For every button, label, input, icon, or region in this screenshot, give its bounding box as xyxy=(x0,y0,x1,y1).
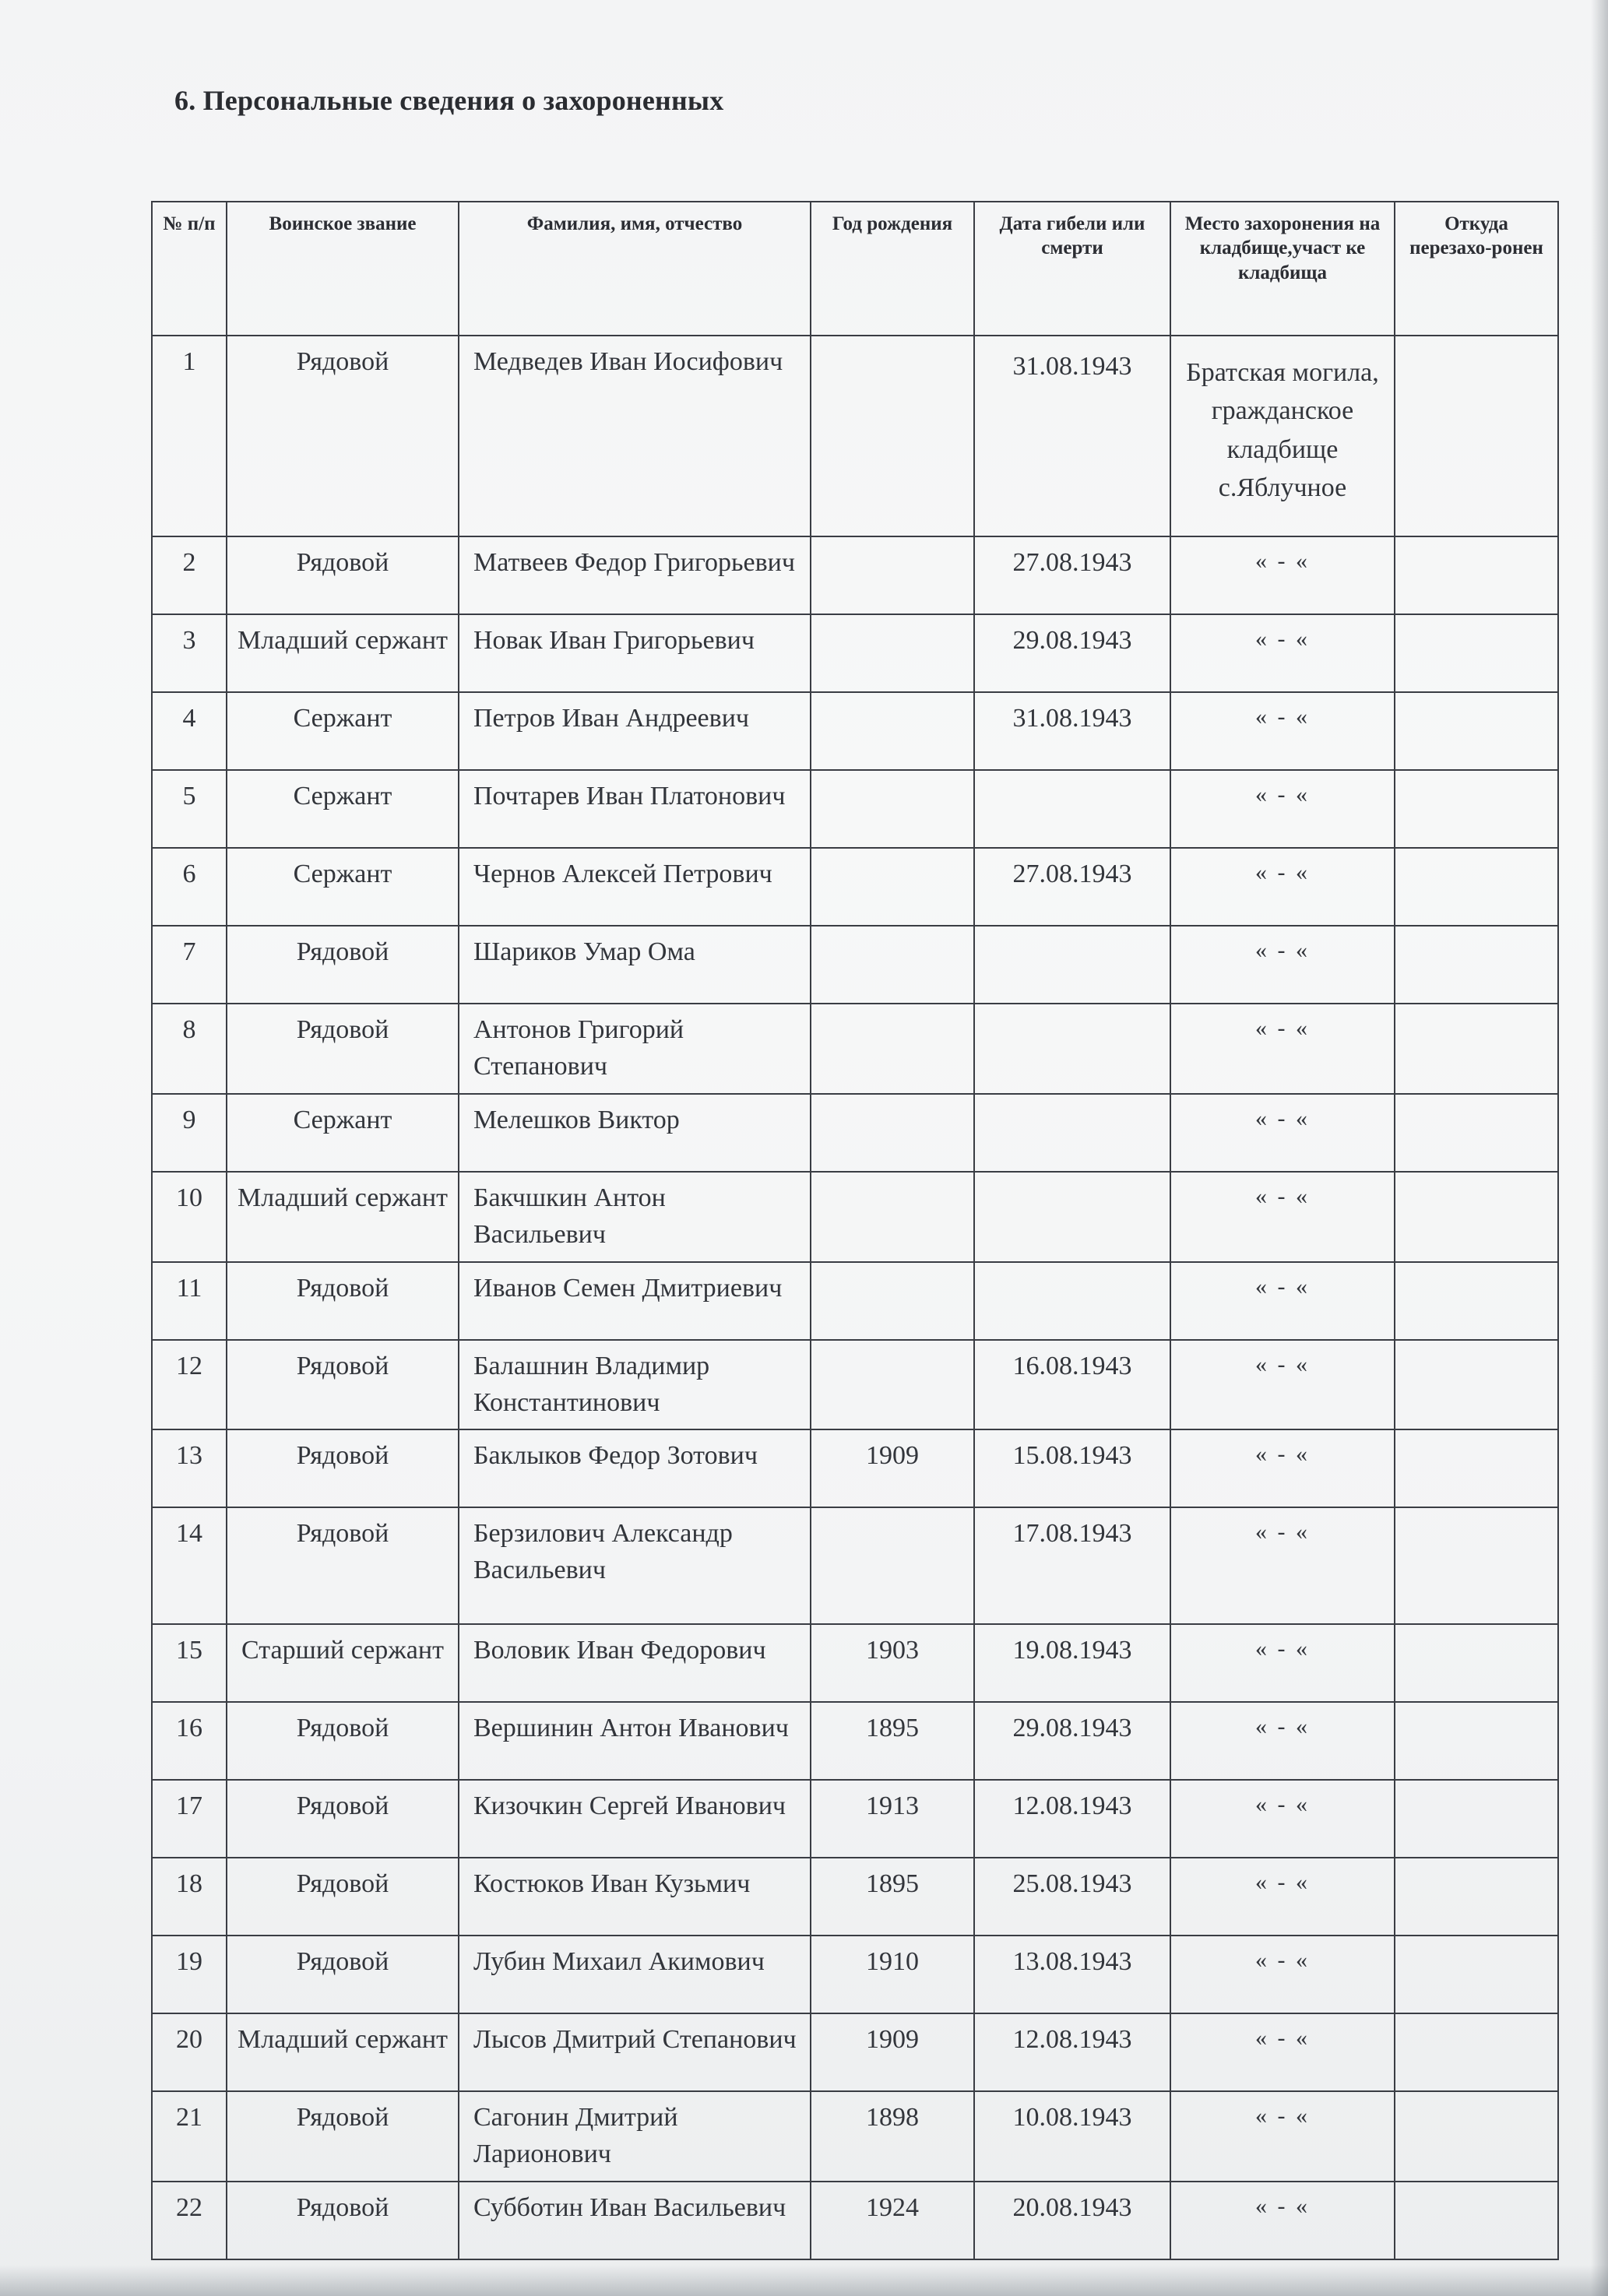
row-birth-year xyxy=(811,1172,974,1262)
row-reburied-from xyxy=(1395,1429,1558,1507)
table-row xyxy=(152,336,1558,536)
row-number: 2 xyxy=(152,536,227,614)
row-name: Лубин Михаил Акимович xyxy=(459,1936,811,2013)
row-rank: Рядовой xyxy=(227,1429,459,1507)
row-death-date: 25.08.1943 xyxy=(974,1858,1170,1936)
row-burial-place: « - « xyxy=(1170,1172,1395,1262)
burials-table-wrapper xyxy=(151,201,1557,2260)
table-row xyxy=(152,1624,1558,1702)
row-death-date: 20.08.1943 xyxy=(974,2182,1170,2259)
row-name: Почтарев Иван Платонович xyxy=(459,770,811,848)
row-birth-year xyxy=(811,1094,974,1172)
row-birth-year xyxy=(811,692,974,770)
row-name: Баклыков Федор Зотович xyxy=(459,1429,811,1507)
row-death-date xyxy=(974,1004,1170,1094)
header-birth-year: Год рождения xyxy=(811,202,974,336)
row-reburied-from xyxy=(1395,1507,1558,1624)
row-rank: Рядовой xyxy=(227,1004,459,1094)
row-death-date xyxy=(974,336,1170,536)
row-reburied-from xyxy=(1395,1262,1558,1340)
row-number: 7 xyxy=(152,926,227,1004)
row-number: 21 xyxy=(152,2091,227,2182)
row-rank: Младший сержант xyxy=(227,1172,459,1262)
row-burial-place: « - « xyxy=(1170,692,1395,770)
row-name: Лысов Дмитрий Степанович xyxy=(459,2013,811,2091)
row-number: 18 xyxy=(152,1858,227,1936)
row-name: Балашнин Владимир Константинович xyxy=(459,1340,811,1430)
row-reburied-from xyxy=(1395,1340,1558,1430)
row-name: Матвеев Федор Григорьевич xyxy=(459,536,811,614)
page-edge-shadow-bottom xyxy=(0,2265,1608,2296)
row-birth-year xyxy=(811,1507,974,1624)
row-number: 11 xyxy=(152,1262,227,1340)
row-death-date: 27.08.1943 xyxy=(974,536,1170,614)
row-number: 12 xyxy=(152,1340,227,1430)
table-row xyxy=(152,614,1558,692)
row-burial-place: « - « xyxy=(1170,2182,1395,2259)
row-death-date: 15.08.1943 xyxy=(974,1429,1170,1507)
row-birth-year xyxy=(811,770,974,848)
row-death-date xyxy=(974,770,1170,848)
table-row xyxy=(152,926,1558,1004)
row-reburied-from xyxy=(1395,1624,1558,1702)
row-number: 19 xyxy=(152,1936,227,2013)
row-reburied-from xyxy=(1395,1936,1558,2013)
row-birth-year xyxy=(811,1004,974,1094)
row-burial-place: « - « xyxy=(1170,2091,1395,2182)
row-name: Мелешков Виктор xyxy=(459,1094,811,1172)
row-birth-year: 1910 xyxy=(811,1936,974,2013)
row-death-date xyxy=(974,926,1170,1004)
table-row xyxy=(152,692,1558,770)
row-reburied-from xyxy=(1395,536,1558,614)
row-birth-year xyxy=(811,536,974,614)
row-birth-year: 1898 xyxy=(811,2091,974,2182)
row-birth-year: 1895 xyxy=(811,1702,974,1780)
row-birth-year xyxy=(811,1340,974,1430)
table-row xyxy=(152,2013,1558,2091)
row-death-date: 16.08.1943 xyxy=(974,1340,1170,1430)
row-number: 1 xyxy=(152,336,227,536)
row-burial-place: « - « xyxy=(1170,1624,1395,1702)
row-name: Иванов Семен Дмитриевич xyxy=(459,1262,811,1340)
row-rank: Рядовой xyxy=(227,2091,459,2182)
row-reburied-from xyxy=(1395,1780,1558,1858)
row-reburied-from xyxy=(1395,1702,1558,1780)
row-rank: Младший сержант xyxy=(227,2013,459,2091)
row-death-date: 27.08.1943 xyxy=(974,848,1170,926)
row-rank: Рядовой xyxy=(227,336,459,536)
table-row xyxy=(152,1507,1558,1624)
row-burial-place: « - « xyxy=(1170,1094,1395,1172)
row-burial-place: « - « xyxy=(1170,1702,1395,1780)
row-death-date: 12.08.1943 xyxy=(974,1780,1170,1858)
table-row xyxy=(152,2091,1558,2182)
row-name: Петров Иван Андреевич xyxy=(459,692,811,770)
row-burial-place: « - « xyxy=(1170,1429,1395,1507)
burials-table xyxy=(151,201,1559,2260)
row-birth-year: 1903 xyxy=(811,1624,974,1702)
row-rank: Рядовой xyxy=(227,1858,459,1936)
row-number: 14 xyxy=(152,1507,227,1624)
row-burial-place: « - « xyxy=(1170,1262,1395,1340)
row-birth-year xyxy=(811,1262,974,1340)
table-row xyxy=(152,1780,1558,1858)
row-rank: Рядовой xyxy=(227,1702,459,1780)
row-burial-place: « - « xyxy=(1170,926,1395,1004)
row-rank: Рядовой xyxy=(227,1262,459,1340)
row-birth-year: 1895 xyxy=(811,1858,974,1936)
row-number: 17 xyxy=(152,1780,227,1858)
row-reburied-from xyxy=(1395,1004,1558,1094)
row-birth-year: 1913 xyxy=(811,1780,974,1858)
row-death-date xyxy=(974,1094,1170,1172)
row-burial-place: « - « xyxy=(1170,1780,1395,1858)
row-rank: Рядовой xyxy=(227,1507,459,1624)
row-birth-year xyxy=(811,336,974,536)
row-death-date xyxy=(974,1172,1170,1262)
row-burial-place: Братская могила, гражданское кладбище с.Яблучное xyxy=(1170,336,1395,536)
table-row xyxy=(152,1094,1558,1172)
row-number: 3 xyxy=(152,614,227,692)
row-name: Воловик Иван Федорович xyxy=(459,1624,811,1702)
row-birth-year xyxy=(811,848,974,926)
row-burial-place: « - « xyxy=(1170,2013,1395,2091)
row-name: Шариков Умар Ома xyxy=(459,926,811,1004)
header-row xyxy=(152,202,1558,336)
row-number: 5 xyxy=(152,770,227,848)
row-rank: Рядовой xyxy=(227,1936,459,2013)
row-number: 20 xyxy=(152,2013,227,2091)
table-row xyxy=(152,770,1558,848)
row-burial-place: « - « xyxy=(1170,770,1395,848)
row-birth-year: 1909 xyxy=(811,2013,974,2091)
row-birth-year xyxy=(811,614,974,692)
row-number: 9 xyxy=(152,1094,227,1172)
row-rank: Сержант xyxy=(227,848,459,926)
row-burial-place: « - « xyxy=(1170,536,1395,614)
row-rank: Сержант xyxy=(227,1094,459,1172)
row-rank: Рядовой xyxy=(227,1780,459,1858)
row-burial-place: « - « xyxy=(1170,848,1395,926)
row-rank: Старший сержант xyxy=(227,1624,459,1702)
row-death-date: 19.08.1943 xyxy=(974,1624,1170,1702)
table-row xyxy=(152,1004,1558,1094)
table-row xyxy=(152,2182,1558,2259)
row-death-date: 17.08.1943 xyxy=(974,1507,1170,1624)
header-rank: Воинское звание xyxy=(227,202,459,336)
header-name: Фамилия, имя, отчество xyxy=(459,202,811,336)
row-name: Бакчшкин Антон Васильевич xyxy=(459,1172,811,1262)
row-name: Чернов Алексей Петрович xyxy=(459,848,811,926)
row-name: Субботин Иван Васильевич xyxy=(459,2182,811,2259)
row-name: Кизочкин Сергей Иванович xyxy=(459,1780,811,1858)
row-reburied-from xyxy=(1395,770,1558,848)
row-reburied-from xyxy=(1395,926,1558,1004)
row-burial-place: « - « xyxy=(1170,1340,1395,1430)
row-name: Антонов Григорий Степанович xyxy=(459,1004,811,1094)
table-row xyxy=(152,1340,1558,1430)
header-reburied-from: Откуда перезахо-ронен xyxy=(1395,202,1558,336)
row-reburied-from xyxy=(1395,848,1558,926)
row-rank: Рядовой xyxy=(227,926,459,1004)
row-death-date xyxy=(974,1262,1170,1340)
table-row xyxy=(152,536,1558,614)
row-death-date: 29.08.1943 xyxy=(974,614,1170,692)
table-row xyxy=(152,1936,1558,2013)
row-reburied-from xyxy=(1395,2182,1558,2259)
row-reburied-from xyxy=(1395,2091,1558,2182)
row-number: 8 xyxy=(152,1004,227,1094)
row-name: Вершинин Антон Иванович xyxy=(459,1702,811,1780)
row-birth-year xyxy=(811,926,974,1004)
table-row xyxy=(152,1172,1558,1262)
row-rank: Рядовой xyxy=(227,2182,459,2259)
row-rank: Рядовой xyxy=(227,1340,459,1430)
table-row xyxy=(152,1702,1558,1780)
row-name: Костюков Иван Кузьмич xyxy=(459,1858,811,1936)
header-burial-place: Место захоронения на кладбище,участ ке кладбища xyxy=(1170,202,1395,336)
row-rank: Младший сержант xyxy=(227,614,459,692)
page-edge-shadow-right xyxy=(1591,0,1608,2296)
header-number: № п/п xyxy=(152,202,227,336)
row-name: Новак Иван Григорьевич xyxy=(459,614,811,692)
row-death-date: 10.08.1943 xyxy=(974,2091,1170,2182)
row-name: Берзилович Александр Васильевич xyxy=(459,1507,811,1624)
row-death-date: 13.08.1943 xyxy=(974,1936,1170,2013)
row-burial-place: « - « xyxy=(1170,614,1395,692)
row-birth-year: 1924 xyxy=(811,2182,974,2259)
row-number: 6 xyxy=(152,848,227,926)
row-burial-place: « - « xyxy=(1170,1004,1395,1094)
row-number: 10 xyxy=(152,1172,227,1262)
row-reburied-from xyxy=(1395,1172,1558,1262)
row-rank: Сержант xyxy=(227,692,459,770)
row-reburied-from xyxy=(1395,336,1558,536)
row-birth-year: 1909 xyxy=(811,1429,974,1507)
table-row xyxy=(152,1858,1558,1936)
row-burial-place: « - « xyxy=(1170,1858,1395,1936)
row-death-date: 31.08.1943 xyxy=(974,692,1170,770)
table-row xyxy=(152,1429,1558,1507)
row-reburied-from xyxy=(1395,1094,1558,1172)
document-title: 6. Персональные сведения о захороненных xyxy=(174,85,724,116)
row-death-date: 29.08.1943 xyxy=(974,1702,1170,1780)
table-row xyxy=(152,848,1558,926)
row-reburied-from xyxy=(1395,614,1558,692)
header-death-date: Дата гибели или смерти xyxy=(974,202,1170,336)
row-reburied-from xyxy=(1395,692,1558,770)
row-number: 4 xyxy=(152,692,227,770)
row-name: Сагонин Дмитрий Ларионович xyxy=(459,2091,811,2182)
row-rank: Сержант xyxy=(227,770,459,848)
row-burial-place: « - « xyxy=(1170,1936,1395,2013)
row-rank: Рядовой xyxy=(227,536,459,614)
row-name: Медведев Иван Иосифович xyxy=(459,336,811,536)
row-death-date-text: 31.08.1943 xyxy=(1012,352,1132,381)
row-reburied-from xyxy=(1395,1858,1558,1936)
row-reburied-from xyxy=(1395,2013,1558,2091)
row-number: 22 xyxy=(152,2182,227,2259)
row-number: 15 xyxy=(152,1624,227,1702)
table-row xyxy=(152,1262,1558,1340)
row-burial-place: « - « xyxy=(1170,1507,1395,1624)
row-number: 13 xyxy=(152,1429,227,1507)
row-number: 16 xyxy=(152,1702,227,1780)
row-death-date: 12.08.1943 xyxy=(974,2013,1170,2091)
